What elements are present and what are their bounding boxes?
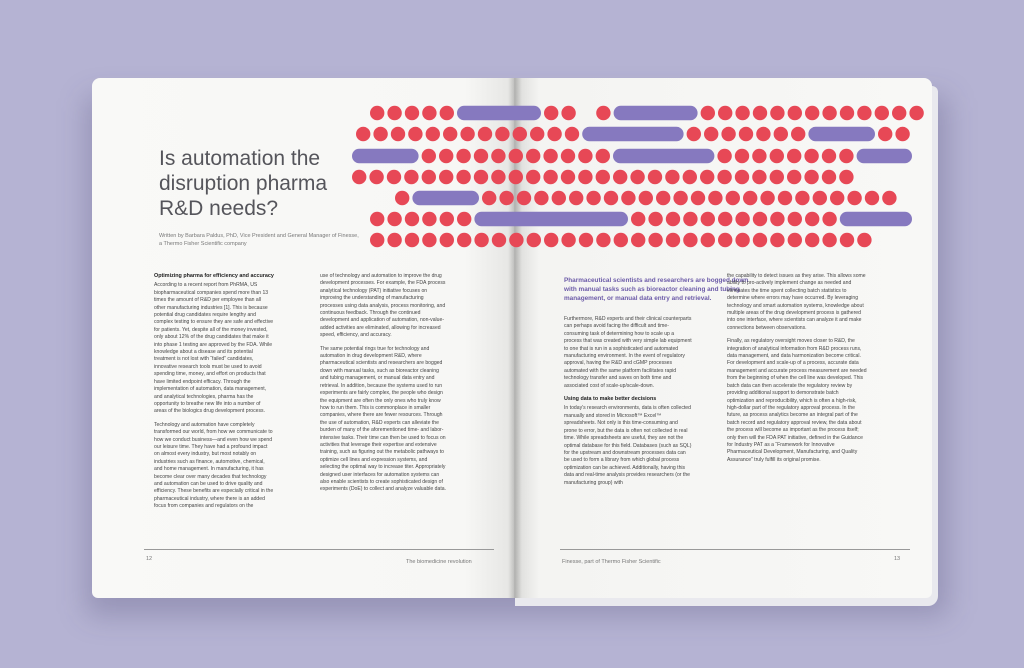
running-footer: The biomedicine revolution	[406, 559, 472, 565]
pattern-dot	[613, 170, 627, 184]
pattern-dot	[543, 170, 557, 184]
pattern-dot	[491, 149, 505, 163]
pattern-dot	[596, 149, 610, 163]
pattern-dot	[565, 127, 579, 141]
pattern-dot	[840, 106, 854, 120]
pattern-dot	[770, 106, 784, 120]
pattern-dot	[405, 212, 419, 226]
pattern-dot	[787, 149, 801, 163]
pattern-dot	[753, 233, 767, 247]
pattern-dot	[656, 191, 670, 205]
pattern-dot	[530, 127, 544, 141]
pattern-dot	[735, 233, 749, 247]
pattern-dot	[665, 170, 679, 184]
pattern-dot	[718, 106, 732, 120]
pattern-dot	[387, 170, 401, 184]
title-line: Is automation the	[159, 147, 321, 170]
pattern-bar	[808, 127, 875, 141]
pattern-dot	[456, 149, 470, 163]
pattern-dot	[875, 106, 889, 120]
pattern-dot	[909, 106, 923, 120]
pattern-dot	[369, 170, 383, 184]
pattern-dot	[770, 170, 784, 184]
pattern-bar	[840, 212, 912, 226]
pattern-bar	[457, 106, 541, 120]
title-line: disruption pharma	[159, 172, 328, 195]
section-heading: Using data to make better decisions	[564, 396, 657, 403]
pattern-dot	[805, 106, 819, 120]
pattern-dot	[621, 191, 635, 205]
pattern-dot	[395, 191, 409, 205]
pattern-dot	[788, 106, 802, 120]
pattern-dot	[491, 170, 505, 184]
pattern-dot	[648, 212, 662, 226]
pattern-dot	[839, 170, 853, 184]
pattern-dot	[509, 149, 523, 163]
pattern-dot	[691, 191, 705, 205]
pattern-dot	[735, 149, 749, 163]
pattern-dot	[440, 212, 454, 226]
pattern-dot	[878, 127, 892, 141]
pattern-dot	[805, 233, 819, 247]
pattern-dot	[526, 170, 540, 184]
pattern-dot	[822, 212, 836, 226]
pattern-dot	[604, 191, 618, 205]
pattern-dot	[352, 170, 366, 184]
pattern-dot	[804, 170, 818, 184]
pattern-dot	[370, 233, 384, 247]
pattern-dot	[614, 233, 628, 247]
pattern-dot	[391, 127, 405, 141]
section-heading: Optimizing pharma for efficiency and accuracy	[154, 273, 274, 279]
pattern-dot	[356, 127, 370, 141]
pattern-dot	[788, 233, 802, 247]
pattern-dot	[752, 170, 766, 184]
pattern-dot	[857, 106, 871, 120]
pattern-dot	[791, 127, 805, 141]
pattern-dot	[822, 106, 836, 120]
pattern-dot	[683, 170, 697, 184]
pattern-dot	[534, 191, 548, 205]
pattern-dot	[639, 191, 653, 205]
pattern-dot	[482, 191, 496, 205]
pattern-dot	[578, 149, 592, 163]
pattern-dot	[460, 127, 474, 141]
pull-quote: Pharmaceutical scientists and researchers are bogged down with manual tasks such as bioreactor cleaning and tubing management, or manual data entry and retrieval.	[564, 277, 749, 302]
pattern-dot	[561, 149, 575, 163]
pattern-dot	[822, 233, 836, 247]
pattern-dot	[404, 170, 418, 184]
pattern-dot	[882, 191, 896, 205]
pattern-dot	[840, 233, 854, 247]
paragraph: Finally, as regulatory oversight moves closer to R&D, the integration of analytical information from R&D process runs, data management, and data harmonization become critical. For development and scale-up of a process, accurate data management and accurate process measurement are needed from the beginning of when the cell line was developed. This batch data can then accelerate the regulatory review by providing additional support to demonstrate batch optimization and reproducibility, which is often a high-risk, high-dollar part of the regulatory approval process. In the future, as process analytics become an integral part of the batch record and regulatory approval review, the data about the process will become as important as the process itself; only then will the FDA PAT initiative, defined in the Guidance for Industry PAT as a “Framework for Innovative Pharmaceutical Development, Manufacturing, and Quality Assurance” truly fulfill its original promise.	[727, 338, 867, 463]
pattern-dot	[426, 127, 440, 141]
pattern-dot	[495, 127, 509, 141]
pattern-dot	[578, 170, 592, 184]
pattern-dot	[708, 191, 722, 205]
pattern-dot	[666, 233, 680, 247]
pattern-dot	[387, 233, 401, 247]
pattern-dot	[774, 127, 788, 141]
pattern-bar	[613, 149, 714, 163]
pattern-dot	[517, 191, 531, 205]
pattern-dot	[830, 191, 844, 205]
pattern-dot	[408, 127, 422, 141]
pattern-dot	[892, 106, 906, 120]
pattern-dot	[478, 127, 492, 141]
pattern-dot	[895, 127, 909, 141]
pattern-dot	[422, 106, 436, 120]
running-footer: Finesse, part of Thermo Fisher Scientific	[562, 559, 661, 565]
pattern-dot	[596, 170, 610, 184]
pattern-dot	[387, 106, 401, 120]
byline: Written by Barbara Paldus, PhD, Vice President and General Manager of Finesse, a Thermo Fisher Scientific company	[159, 233, 359, 247]
pattern-bar	[412, 191, 479, 205]
title-line: R&D needs?	[159, 197, 279, 220]
pattern-dot	[700, 170, 714, 184]
pattern-dot	[683, 212, 697, 226]
pattern-dot	[717, 149, 731, 163]
pattern-dot	[631, 212, 645, 226]
pattern-dot	[756, 127, 770, 141]
pattern-dot	[701, 233, 715, 247]
pattern-dot	[648, 170, 662, 184]
pattern-dot	[778, 191, 792, 205]
pattern-dot	[422, 149, 436, 163]
pattern-dot	[717, 170, 731, 184]
pattern-dot	[770, 212, 784, 226]
paragraph: Furthermore, R&D experts and their clinical counterparts can perhaps avoid facing the difficult and time-consuming task of determining how to scale up a process that was created with very simple lab equipment to one that is run in a sophisticated and automated manufacturing environment. In the event of regulatory approval, having the R&D and cGMP processes automated with the same platform facilitates rapid technology transfer and saves on both time and associated cost of scale-up/scale-down.	[564, 316, 692, 389]
pattern-dot	[509, 233, 523, 247]
pattern-dot	[683, 233, 697, 247]
pattern-dot	[857, 233, 871, 247]
pattern-dot	[596, 233, 610, 247]
pattern-dot	[743, 191, 757, 205]
paragraph: In today's research environments, data is often collected manually and stored in Microsoft™ Excel™ spreadsheets. Not only is this time-consuming and prone to error, but the data is often not collected in real time. While spreadsheets are useful, they are not the optimal database for this field. Databases (such as SQL) for the upstream and downstream processes data can be used to form a library from which global process optimization can be achieved. Additionally, having this data and real-time analysis provides researchers (or the manufacturing group) with	[564, 405, 692, 486]
pattern-dot	[474, 149, 488, 163]
pattern-dot	[822, 149, 836, 163]
pattern-bar	[857, 149, 912, 163]
pattern-dot	[839, 149, 853, 163]
pattern-dot	[735, 106, 749, 120]
pattern-dot	[760, 191, 774, 205]
pattern-dot	[865, 191, 879, 205]
pattern-dot	[544, 233, 558, 247]
pattern-dot	[439, 170, 453, 184]
pattern-dot	[586, 191, 600, 205]
pattern-dot	[370, 106, 384, 120]
pattern-dot	[370, 212, 384, 226]
pattern-dot	[788, 212, 802, 226]
pattern-dot	[422, 212, 436, 226]
pattern-dot	[552, 191, 566, 205]
pattern-bar	[582, 127, 683, 141]
paragraph: use of technology and automation to improve the drug development processes. For example, the FDA process analytical technology (PAT) initiative focuses on improving the understanding of manufacturing processes using data analysis, process monitoring, and continuous feedback. Through the continued development and application of automation, non-value-added activities are eliminated, allowing for increased speed, efficiency, and accuracy.	[320, 273, 446, 339]
pattern-dot	[813, 191, 827, 205]
pattern-dot	[753, 212, 767, 226]
pattern-dot	[527, 233, 541, 247]
paragraph: Technology and automation have completely transformed our world, from how we communicate to how we conduct business—and even how we spend our leisure time. They have had a profound impact on almost every industry, but most notably on industries such as finance, automotive, chemical, and home management. In manufacturing, it has become clear over many decades that technology and automation can be used to drive quality and efficiency. These benefits are especially critical in the pharmaceutical industry, where there is an added focus from companies and regulators on the	[154, 421, 274, 510]
pattern-dot	[543, 149, 557, 163]
pattern-dot	[687, 127, 701, 141]
page-number: 13	[894, 556, 901, 562]
pattern-dot	[509, 170, 523, 184]
pattern-dot	[513, 127, 527, 141]
pattern-dot	[795, 191, 809, 205]
pattern-dot	[739, 127, 753, 141]
pattern-dot	[440, 233, 454, 247]
pattern-dot	[787, 170, 801, 184]
pattern-dot	[770, 233, 784, 247]
pattern-dot	[753, 106, 767, 120]
pattern-dot	[499, 191, 513, 205]
pattern-dot	[387, 212, 401, 226]
pattern-dot	[569, 191, 583, 205]
pattern-dot	[718, 233, 732, 247]
pattern-dot	[701, 212, 715, 226]
pattern-dot	[721, 127, 735, 141]
pattern-dot	[673, 191, 687, 205]
pattern-dot	[561, 233, 575, 247]
pattern-dot	[701, 106, 715, 120]
pattern-dot	[726, 191, 740, 205]
pattern-dot	[631, 233, 645, 247]
pattern-dot	[439, 149, 453, 163]
pattern-dot	[547, 127, 561, 141]
pattern-bar	[474, 212, 628, 226]
pattern-dot	[630, 170, 644, 184]
pattern-dot	[596, 106, 610, 120]
pattern-dot	[422, 170, 436, 184]
paragraph: the capability to detect issues as they arise. This allows some ability to pro-actively implement change as needed and eliminates the time spent collecting batch statistics to determine where errors may have occurred. By leveraging technology and smart automation systems, knowledge about multiple areas of the drug development process is gathered into one interface, where scientists can analyze it and make connections between observations.	[727, 273, 866, 331]
pattern-dot	[822, 170, 836, 184]
pattern-dot	[579, 233, 593, 247]
page-number: 12	[146, 556, 153, 562]
pattern-dot	[474, 233, 488, 247]
pattern-dot	[526, 149, 540, 163]
pattern-dot	[373, 127, 387, 141]
pattern-dot	[735, 212, 749, 226]
paragraph: The same potential rings true for technology and automation in drug development R&D, where pharmaceutical scientists and researchers are bogged down with manual tasks, such as bioreactor cleaning and tubing management, or manual data entry and retrieval. In addition, because the systems used to run experiments are fairly complex, the people who design the equipment are often the only ones who truly know how to run them. This is commonplace in smaller companies, where there are fewer resources. Through the use of automation, R&D experts can alleviate the burden of many of the aforementioned time- and labor-intensive tasks. Their time can then be used to focus on activities that leverage their expertise and extensive training, such as figuring out the metabolic pathways to optimize cell lines and expression systems, and selecting the optimal way to increase titer. Appropriately designed user interfaces for automation systems can also enable scientists to create sophisticated design of experiments (DoE) to collect and analyze valuable data.	[320, 345, 446, 493]
pattern-dot	[474, 170, 488, 184]
pattern-dot	[752, 149, 766, 163]
pattern-dot	[405, 233, 419, 247]
pattern-dot	[457, 233, 471, 247]
pattern-bar	[614, 106, 698, 120]
pattern-dot	[704, 127, 718, 141]
pattern-dot	[492, 233, 506, 247]
pattern-dot	[804, 149, 818, 163]
pattern-group	[352, 106, 924, 247]
pattern-dot	[544, 106, 558, 120]
pattern-dot	[405, 106, 419, 120]
pattern-dot	[440, 106, 454, 120]
pattern-dot	[805, 212, 819, 226]
pattern-dot	[666, 212, 680, 226]
pattern-dot	[648, 233, 662, 247]
paragraph: According to a recent report from PhRMA, US biopharmaceutical companies spend more than 13 times the amount of R&D per employee than all other manufacturing industries [1]. This is because potential drug candidates require lengthy and complex testing to ensure they are safe and effective for patients. Yet, despite all of the money invested, only about 12% of the drug candidates that make it into phase 1 testing are approved by the FDA. While knowledge about a disease and its potential treatment is not lost with “failed” candidates, innovative research tools must be used to avoid spending time, money, and effort on products that have limited endpoint efficacy. Through the implementation of automation, data management, and analytical technologies, pharma has the opportunity to breathe new life into a number of areas of the biologics drug development process.	[154, 282, 274, 415]
pattern-dot	[456, 170, 470, 184]
pattern-dot	[847, 191, 861, 205]
pattern-dot	[561, 170, 575, 184]
pattern-dot	[735, 170, 749, 184]
pattern-dot	[770, 149, 784, 163]
pattern-dot	[561, 106, 575, 120]
pattern-dot	[718, 212, 732, 226]
pattern-dot	[457, 212, 471, 226]
pattern-dot	[422, 233, 436, 247]
pattern-bar	[352, 149, 419, 163]
pattern-dot	[443, 127, 457, 141]
